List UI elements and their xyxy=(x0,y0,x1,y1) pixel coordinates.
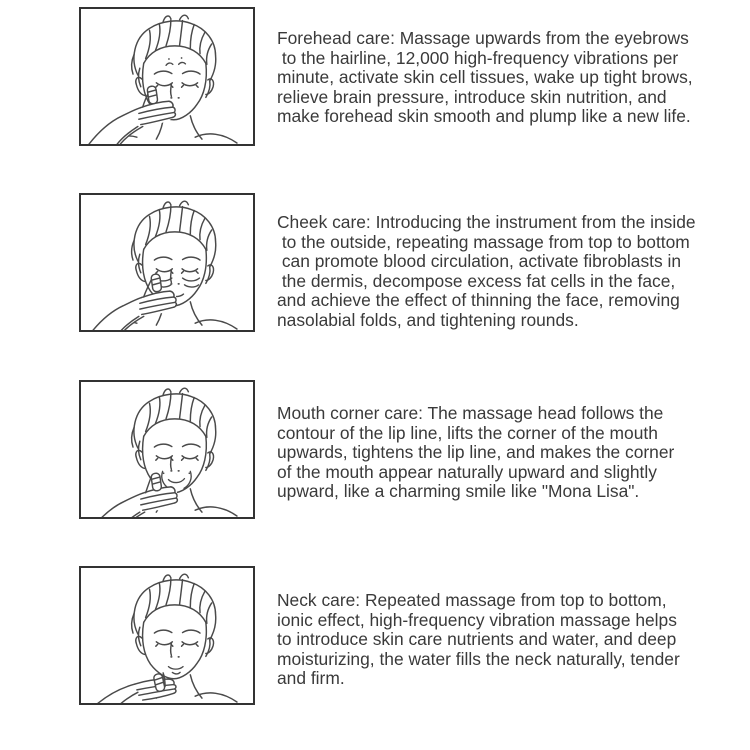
text-line: to the hairline, 12,000 high-frequency vibrations per xyxy=(277,47,679,68)
illustration-box-neck xyxy=(79,566,255,705)
text-line: upward, like a charming smile like "Mona Lisa". xyxy=(277,481,640,501)
neck-care-illustration xyxy=(81,568,253,703)
mouth-lines xyxy=(168,667,183,674)
text-line: to introduce skin care nutrients and water, and deep xyxy=(277,629,677,649)
instruction-text-cheek xyxy=(277,213,696,330)
text-line: minute, activate skin cell tissues, wake up tight brows, xyxy=(277,67,693,87)
illustration-box-cheek xyxy=(79,193,255,332)
text-line: the dermis, decompose excess fat cells in the face, xyxy=(277,270,676,291)
text-line: make forehead skin smooth and plump like a new life. xyxy=(277,106,691,126)
text-line: and firm. xyxy=(277,668,345,688)
text-line: Forehead care: Massage upwards from the eyebrows xyxy=(277,28,689,48)
massage-device-icon xyxy=(151,274,162,293)
illustration-box-mouth-corner xyxy=(79,380,255,519)
text-line: contour of the lip line, lifts the corner of the mouth xyxy=(277,422,658,443)
hand-sketch xyxy=(88,290,176,330)
text-line: Cheek care: Introducing the instrument from the inside xyxy=(277,212,696,232)
instruction-text-neck xyxy=(277,591,680,689)
text-line: of the mouth appear naturally upward and slightly xyxy=(277,461,657,482)
forehead-stress-marks xyxy=(166,57,185,65)
text-line: Mouth corner care: The massage head follows the xyxy=(277,403,664,423)
text-line: moisturizing, the water fills the neck naturally, tender xyxy=(277,648,680,669)
hand-sketch xyxy=(89,486,177,517)
massage-device-icon xyxy=(147,86,158,105)
forehead-care-illustration xyxy=(81,9,253,144)
text-line: ionic effect, high-frequency vibration massage helps xyxy=(277,609,677,630)
illustration-box-forehead xyxy=(79,7,255,146)
massage-device-icon xyxy=(151,473,162,492)
cheek-care-illustration xyxy=(81,195,253,330)
text-line: and achieve the effect of thinning the face, removing xyxy=(277,290,680,310)
instruction-text-mouth-corner xyxy=(277,404,674,502)
hand-sketch xyxy=(87,100,175,144)
smile-lines xyxy=(162,471,191,488)
smiling-mouth-line xyxy=(168,479,184,483)
mouth-corner-care-illustration xyxy=(81,382,253,517)
text-line: upwards, tightens the lip line, and makes the corner xyxy=(277,442,675,462)
text-line: to the outside, repeating massage from top to bottom xyxy=(277,231,690,252)
text-line: can promote blood circulation, activate fibroblasts in xyxy=(277,251,682,271)
text-line: relieve brain pressure, introduce skin nutrition, and xyxy=(277,86,667,107)
instruction-text-forehead xyxy=(277,29,693,127)
text-line: Neck care: Repeated massage from top to bottom, xyxy=(277,590,667,610)
text-line: nasolabial folds, and tightening rounds. xyxy=(277,309,579,330)
